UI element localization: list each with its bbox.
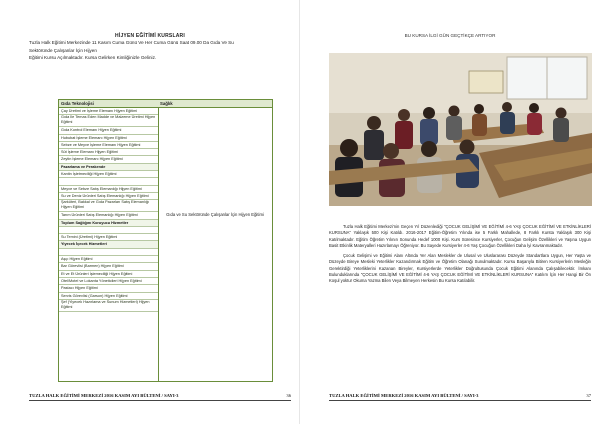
table-row: Pastacı Hijyen Eğitimi [59, 285, 158, 292]
table-row [59, 178, 158, 185]
table-row: Su ve Deniz Ürünleri Satış Elemanlığı Hijyen Eğitimi [59, 193, 158, 200]
intro-line: Tuzla Halk Eğitimi Merkezinde 11 Kasım Cuma Günü Ve Her Cuma Günü Saat 09.00 Da Gıda Ve Su [29, 40, 234, 45]
footer [329, 392, 591, 401]
table-category-row: Toplum Sağlığını Koruyucu Hizmetler [59, 220, 158, 227]
page-number: 36 [286, 393, 291, 398]
right-page [300, 0, 600, 424]
photo-title: BU KURSA İLGİ GÜN GEÇTİKÇE ARTIYOR [404, 33, 496, 38]
sector-column [158, 100, 272, 381]
table-row: Gıda Kontrol Elemanı Hijyen Eğitimi [59, 127, 158, 134]
table-row: Servis Görevlisi (Garson) Hijyen Eğitimi [59, 293, 158, 300]
hygiene-courses-table [58, 99, 273, 382]
footer [29, 392, 291, 401]
table-row: Çay Üretimi ve İşleme Elemanı Hijyen Eğitimi [59, 108, 158, 115]
table-row: Tarım Ürünleri Satış Elemanlığı Hijyen Eğitimi [59, 212, 158, 219]
table-row: Aşçı Hijyen Eğitimi [59, 256, 158, 263]
table-category-row: Yiyecek İçecek Hizmetleri [59, 241, 158, 248]
table-row: Sebze ve Meyve İşleme Elemanı Hijyen Eğitimi [59, 142, 158, 149]
table-row: Şef (Yiyecek Hazırlama ve Sunum Hizmetleri) Hijyen Eğitimi [59, 300, 158, 312]
table-category-row: Pazarlama ve Perakende [59, 164, 158, 171]
table-header-left: Gıda Teknolojisi [59, 100, 158, 108]
classroom-photo [329, 53, 592, 206]
table-row: Bar Görevlisi (Barmen) Hijyen Eğitimi [59, 263, 158, 270]
table-header-right: Sağlık [158, 100, 272, 108]
intro-line: Eğitimi Kursu Açılmaktadır. Kursa Gelirken Kimliğinizle Geliniz. [29, 55, 157, 60]
table-row [59, 227, 158, 234]
table-row: Hububat İşleme Elemanı Hijyen Eğitimi [59, 135, 158, 142]
article-paragraph: Çocuk Gelişimi ve Eğitimi Alanı Altında Yer Alan Meslekler de Ulusal ve Uluslararası Düzeyde Standartlara Uygun, Her Yaşta ve Düzeyde Bireye Mesleki Yeterlikler Kazandırmak Eğitim ve Öğretim Olanağı Sunulmaktadır. Kursu Başarıyla Bitiren Kursiyerlerin Mesleğin Gerektirdiği Yeterliklerini Kazanan Bireyler, Kursiyerlerde Yeterlikler Doğrultusunda Çocuk Eğitimi Alanında Çalışabilecektir. İmkanı Bulunduklarında "ÇOCUK GELİŞİMİ VE EĞİTİMİ 4-6 YAŞ ÇOCUK EĞİTİMİ VE ETKİNLİKLERİ KURSUNA" Katılım İçin Her Hangi Bir Ön Koşul yoktur Okuma Yazma Bilen Veya Bilmeyen Herkesin Bu Kursa Katılabilir. [329, 253, 591, 284]
table-row: Kantin İşletmeciliği Hijyen Eğitimi [59, 171, 158, 178]
table-row: Zeytin İşleme Elemanı Hijyen Eğitimi [59, 156, 158, 163]
table-row [59, 249, 158, 256]
page-number: 37 [586, 393, 591, 398]
course-column [59, 100, 159, 381]
table-row: Gıda İle Temas Eden Madde ve Malzeme Üretimi Hijyen Eğitimi [59, 115, 158, 127]
footer-text: TUZLA HALK EĞİTİMİ MERKEZİ 2016 KASIM AYI BÜLTENİ / SAYI-3 [29, 393, 179, 398]
intro-line: Sektöründe Çalışanlar İçin Hijyen [29, 47, 97, 53]
classroom-photo-illustration [329, 53, 592, 206]
sector-text: Gıda ve Su Sektöründe Çalışanlar İçin Hijyen Eğitimi [166, 212, 264, 217]
intro-text [29, 40, 274, 63]
table-row: Süt İşleme Elemanı Hijyen Eğitimi [59, 149, 158, 156]
table-row: Su Temini (Üretimi) Hijyen Eğitimi [59, 234, 158, 241]
table-row: Otel/Motel ve Lokanta Yöneticileri Hijyen Eğitimi [59, 278, 158, 285]
table-row: Şarküteri, Bakkal ve Gıda Pazarları Satış Elemanlığı Hijyen Eğitimi [59, 200, 158, 212]
article-text [329, 224, 591, 289]
table-row: Meyve ve Sebze Satış Elemanlığı Hijyen Eğitimi [59, 186, 158, 193]
footer-text: TUZLA HALK EĞİTİMİ MERKEZİ 2016 KASIM AYI BÜLTENİ / SAYI-3 [329, 393, 479, 398]
page-title: HİJYEN EĞİTİMİ KURSLARI [115, 33, 185, 39]
table-row: Et ve Et Ürünleri İşlemeciliği Hijyen Eğitimi [59, 271, 158, 278]
article-paragraph: Tuzla Halk Eğitimi Merkezi'nin Geçen Yıl Düzenlediği "ÇOCUK GELİŞİMİ VE EĞİTİMİ 4-6 YAŞ ÇOCUK EĞİTİMİ VE ETKİNLİKLERİ KURSUNA" Yaklaşık 500 Kişi Katıldı. 2016-2017 Eğitim-Öğretim Yılında ise 5 Farklı Mahallede, 8 Farklı Kursta Yaklaşık 300 Kişi Katılmaktadır. Eğitim Öğretim Yılının Sonunda Hedef 1000 Kişi. Kurs Süresince Kursiyerler, Çocuğun Gelişim Özellikleri ve Yaşına Uygun Basit Etkinlik Materyalleri Hazırlamayı Öğreniyor. Bu Sayede Kursiyerler 4-6 Yaş Çocuğun Özellikleri Daha İyi Kavranmaktadır. [329, 224, 591, 248]
